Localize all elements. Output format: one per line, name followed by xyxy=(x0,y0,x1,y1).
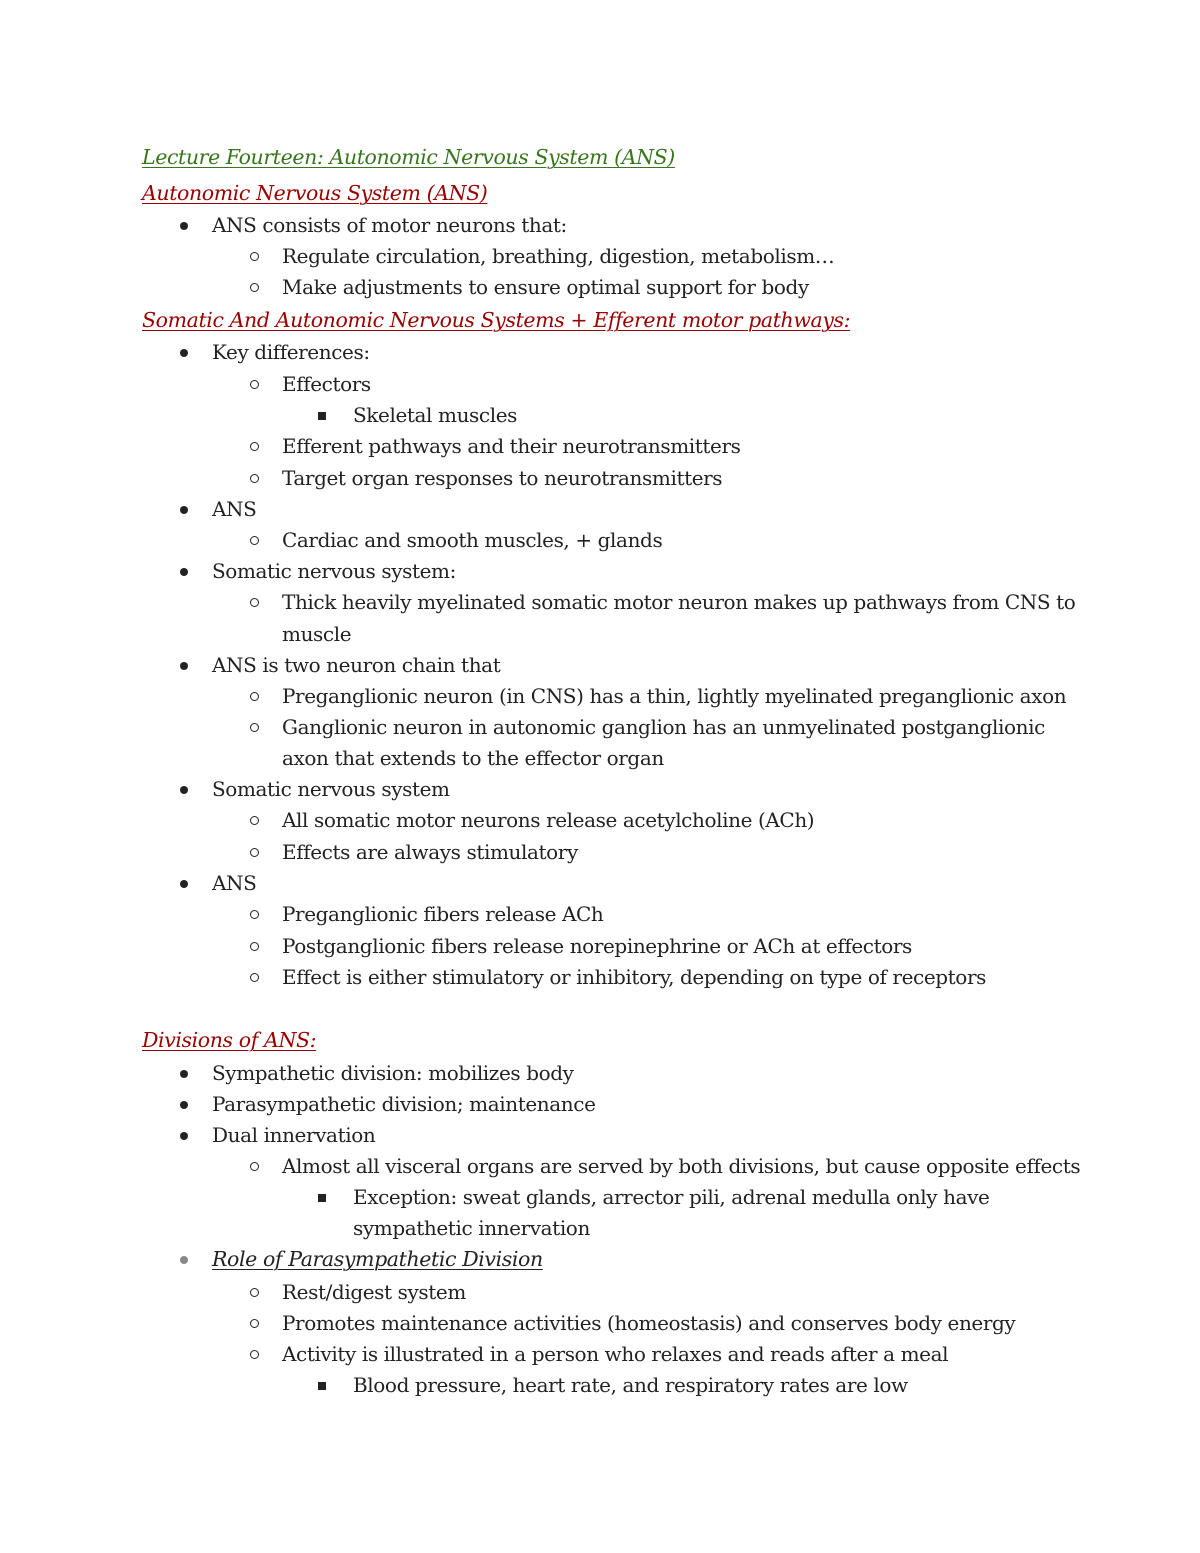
list-item: Rest/digest system xyxy=(282,1280,466,1304)
bullet-disc-icon xyxy=(180,506,188,514)
list-item: Blood pressure, heart rate, and respiratory rates are low xyxy=(353,1373,908,1397)
section-heading-divisions: Divisions of ANS: xyxy=(142,1028,317,1052)
list-item: Effects are always stimulatory xyxy=(282,840,578,864)
bullet-square-icon xyxy=(318,412,326,420)
bullet-disc-icon xyxy=(180,349,188,357)
bullet-square-icon xyxy=(318,1194,326,1202)
bullet-circle-icon xyxy=(250,942,259,951)
bullet-circle-icon xyxy=(250,723,259,732)
list-item: Key differences: xyxy=(212,340,370,364)
list-item: Exception: sweat glands, arrector pili, adrenal medulla only have xyxy=(353,1185,990,1209)
list-item: Effectors xyxy=(282,372,371,396)
list-item: ANS is two neuron chain that xyxy=(212,653,501,677)
bullet-circle-icon xyxy=(250,442,259,451)
bullet-disc-icon xyxy=(180,1070,188,1078)
bullet-circle-icon xyxy=(250,283,259,292)
bullet-circle-icon xyxy=(250,536,259,545)
list-item: Thick heavily myelinated somatic motor neuron makes up pathways from CNS to xyxy=(282,590,1076,614)
list-item: Almost all visceral organs are served by both divisions, but cause opposite effects xyxy=(282,1154,1081,1178)
bullet-circle-icon xyxy=(250,1319,259,1328)
list-item: Effect is either stimulatory or inhibitory, depending on type of receptors xyxy=(282,965,986,989)
bullet-disc-icon xyxy=(180,786,188,794)
list-item: Sympathetic division: mobilizes body xyxy=(212,1061,574,1085)
list-item: Skeletal muscles xyxy=(353,403,518,427)
list-item: Postganglionic fibers release norepinephrine or ACh at effectors xyxy=(282,934,912,958)
list-item: Promotes maintenance activities (homeostasis) and conserves body energy xyxy=(282,1311,1016,1335)
bullet-circle-icon xyxy=(250,910,259,919)
document-title: Lecture Fourteen: Autonomic Nervous System (ANS) xyxy=(142,145,675,169)
bullet-circle-icon xyxy=(250,1288,259,1297)
list-item: ANS xyxy=(212,871,257,895)
bullet-circle-icon xyxy=(250,692,259,701)
bullet-disc-icon xyxy=(180,880,188,888)
list-item: Activity is illustrated in a person who relaxes and reads after a meal xyxy=(282,1342,949,1366)
list-item: Parasympathetic division; maintenance xyxy=(212,1092,596,1116)
list-item: Make adjustments to ensure optimal support for body xyxy=(282,275,809,299)
subheading-parasympathetic-role: Role of Parasympathetic Division xyxy=(212,1247,543,1271)
section-heading-ans: Autonomic Nervous System (ANS) xyxy=(142,181,488,205)
bullet-circle-icon xyxy=(250,848,259,857)
bullet-disc-icon xyxy=(180,568,188,576)
list-item: Efferent pathways and their neurotransmitters xyxy=(282,434,741,458)
bullet-circle-icon xyxy=(250,252,259,261)
list-item: Preganglionic fibers release ACh xyxy=(282,902,604,926)
list-item: Cardiac and smooth muscles, + glands xyxy=(282,528,663,552)
bullet-disc-icon xyxy=(180,1256,188,1264)
list-item-continuation: sympathetic innervation xyxy=(353,1216,590,1240)
list-item-continuation: muscle xyxy=(282,622,352,646)
list-item: Ganglionic neuron in autonomic ganglion has an unmyelinated postganglionic xyxy=(282,715,1045,739)
list-item: Dual innervation xyxy=(212,1123,376,1147)
list-item-continuation: axon that extends to the effector organ xyxy=(282,746,664,770)
bullet-square-icon xyxy=(318,1382,326,1390)
bullet-circle-icon xyxy=(250,380,259,389)
list-item: Regulate circulation, breathing, digestion, metabolism… xyxy=(282,244,835,268)
bullet-disc-icon xyxy=(180,222,188,230)
list-item: Preganglionic neuron (in CNS) has a thin, lightly myelinated preganglionic axon xyxy=(282,684,1067,708)
list-item: ANS xyxy=(212,497,257,521)
section-heading-somatic: Somatic And Autonomic Nervous Systems + Efferent motor pathways: xyxy=(142,308,851,332)
list-item: ANS consists of motor neurons that: xyxy=(212,213,567,237)
bullet-circle-icon xyxy=(250,474,259,483)
bullet-circle-icon xyxy=(250,816,259,825)
list-item: All somatic motor neurons release acetylcholine (ACh) xyxy=(282,808,815,832)
bullet-disc-icon xyxy=(180,1132,188,1140)
bullet-circle-icon xyxy=(250,1350,259,1359)
bullet-circle-icon xyxy=(250,598,259,607)
list-item: Somatic nervous system xyxy=(212,777,450,801)
list-item: Somatic nervous system: xyxy=(212,559,456,583)
bullet-circle-icon xyxy=(250,1162,259,1171)
bullet-disc-icon xyxy=(180,1101,188,1109)
bullet-disc-icon xyxy=(180,662,188,670)
list-item: Target organ responses to neurotransmitters xyxy=(282,466,723,490)
bullet-circle-icon xyxy=(250,973,259,982)
